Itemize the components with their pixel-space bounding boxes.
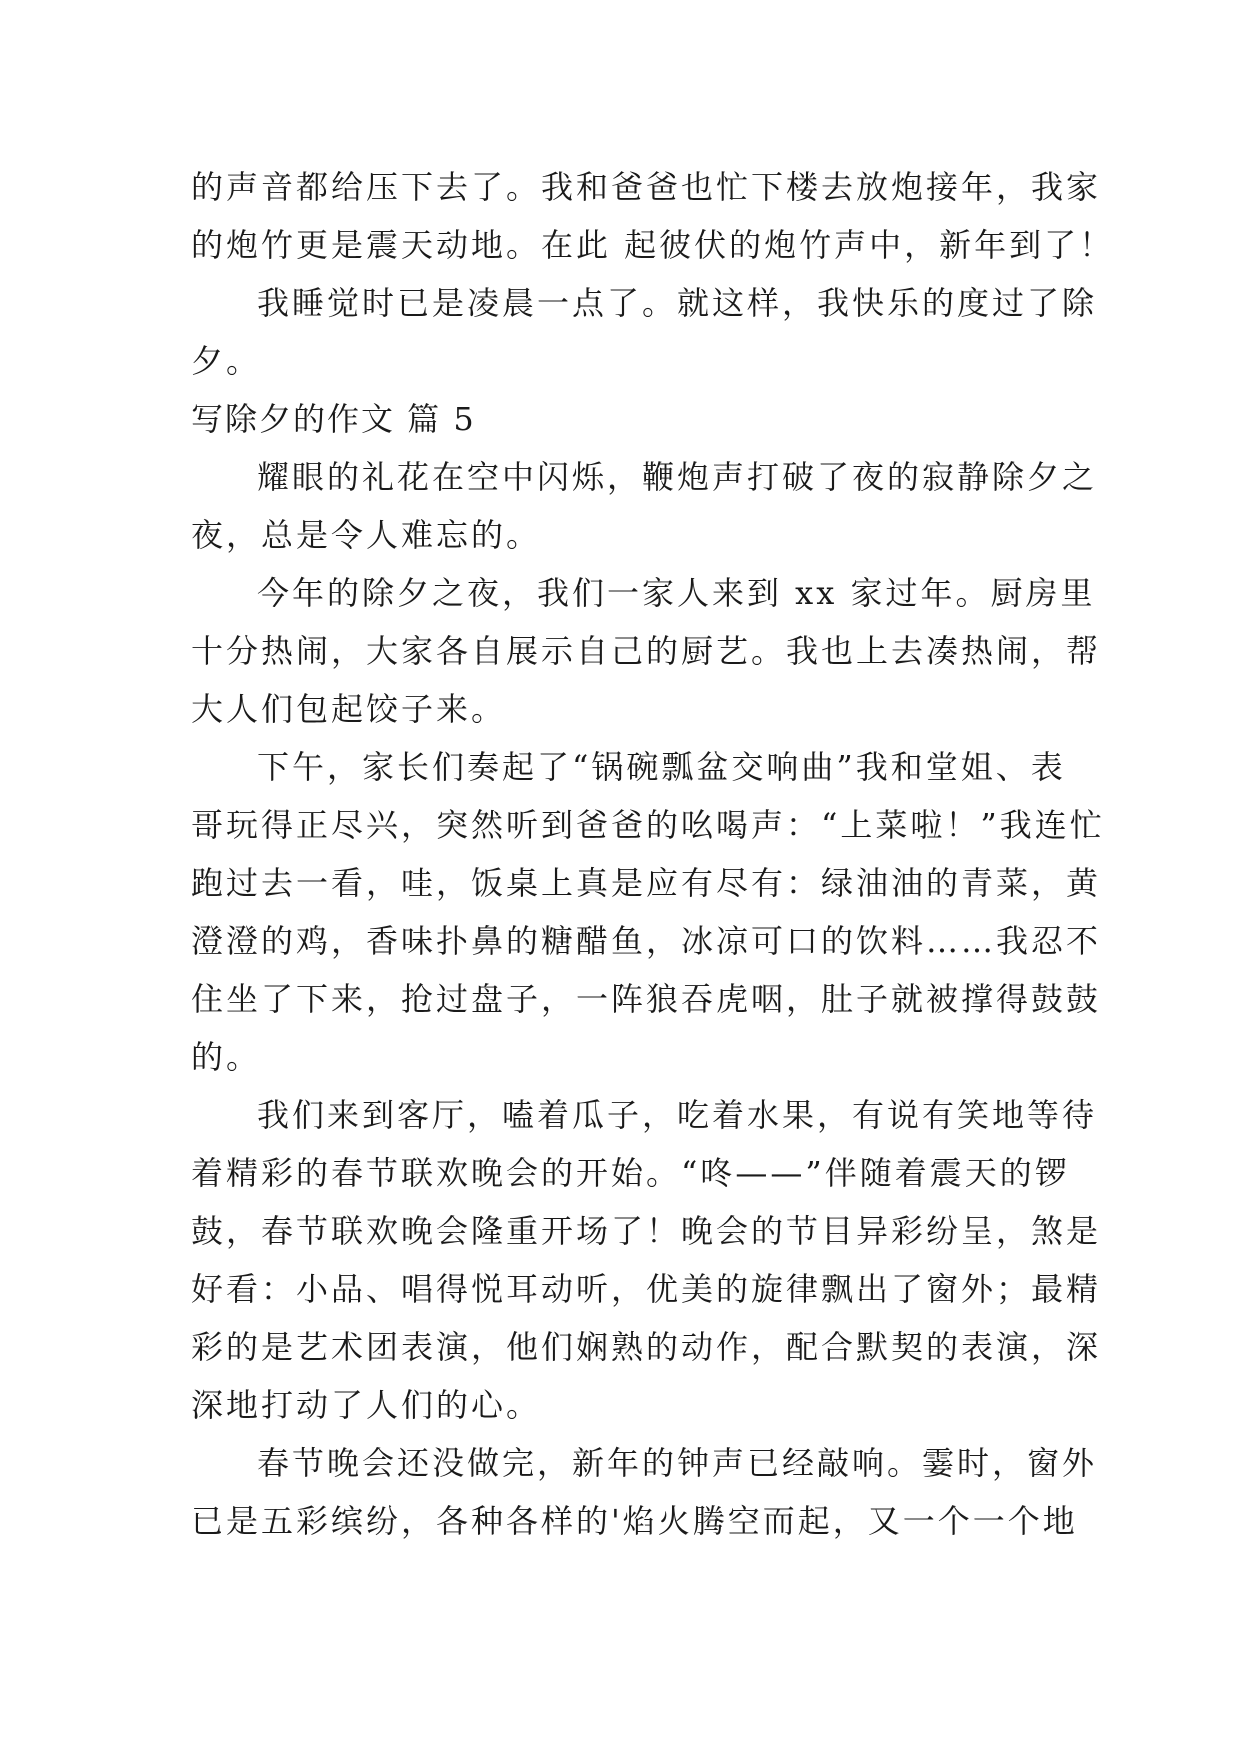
text-line: 大人们包起饺子来。 (191, 690, 507, 728)
text-line: 的炮竹更是震天动地。在此 起彼伏的炮竹声中，新年到了！ (191, 226, 1115, 264)
paragraph-start-line: 我睡觉时已是凌晨一点了。就这样，我快乐的度过了除 (257, 284, 1098, 322)
text-line: 夕。 (191, 342, 262, 380)
text-line: 鼓，春节联欢晚会隆重开场了！晚会的节目异彩纷呈，煞是 (191, 1212, 1102, 1250)
text-line: 十分热闹，大家各自展示自己的厨艺。我也上去凑热闹，帮 (191, 632, 1102, 670)
paragraph-start-line: 今年的除夕之夜，我们一家人来到 xx 家过年。厨房里 (257, 574, 1096, 612)
paragraph-start-line: 耀眼的礼花在空中闪烁，鞭炮声打破了夜的寂静除夕之 (257, 458, 1098, 496)
text-line: 好看：小品、唱得悦耳动听，优美的旋律飘出了窗外；最精 (191, 1270, 1102, 1308)
section-heading: 写除夕的作文 篇 5 (191, 400, 476, 438)
paragraph-start-line: 春节晚会还没做完，新年的钟声已经敲响。霎时，窗外 (257, 1444, 1098, 1482)
paragraph-start-line: 我们来到客厅，嗑着瓜子，吃着水果，有说有笑地等待 (257, 1096, 1098, 1134)
text-line: 跑过去一看，哇，饭桌上真是应有尽有：绿油油的青菜，黄 (191, 864, 1102, 902)
text-line: 已是五彩缤纷，各种各样的'焰火腾空而起，又一个一个地 (191, 1502, 1078, 1540)
text-line: 的声音都给压下去了。我和爸爸也忙下楼去放炮接年，我家 (191, 168, 1102, 206)
document-body (191, 158, 1115, 1550)
text-line: 深地打动了人们的心。 (191, 1386, 542, 1424)
text-line: 的。 (191, 1038, 262, 1076)
text-line: 住坐了下来，抢过盘子，一阵狼吞虎咽，肚子就被撑得鼓鼓 (191, 980, 1102, 1018)
text-line: 澄澄的鸡，香味扑鼻的糖醋鱼，冰凉可口的饮料……我忍不 (191, 922, 1102, 960)
text-line: 着精彩的春节联欢晚会的开始。“咚——”伴随着震天的锣 (191, 1154, 1070, 1192)
paragraph-start-line: 下午，家长们奏起了“锅碗瓢盆交响曲”我和堂姐、表 (257, 748, 1066, 786)
text-line: 夜，总是令人难忘的。 (191, 516, 542, 554)
text-line: 哥玩得正尽兴，突然听到爸爸的吆喝声：“上菜啦！”我连忙 (191, 806, 1105, 844)
text-line: 彩的是艺术团表演，他们娴熟的动作，配合默契的表演，深 (191, 1328, 1102, 1366)
